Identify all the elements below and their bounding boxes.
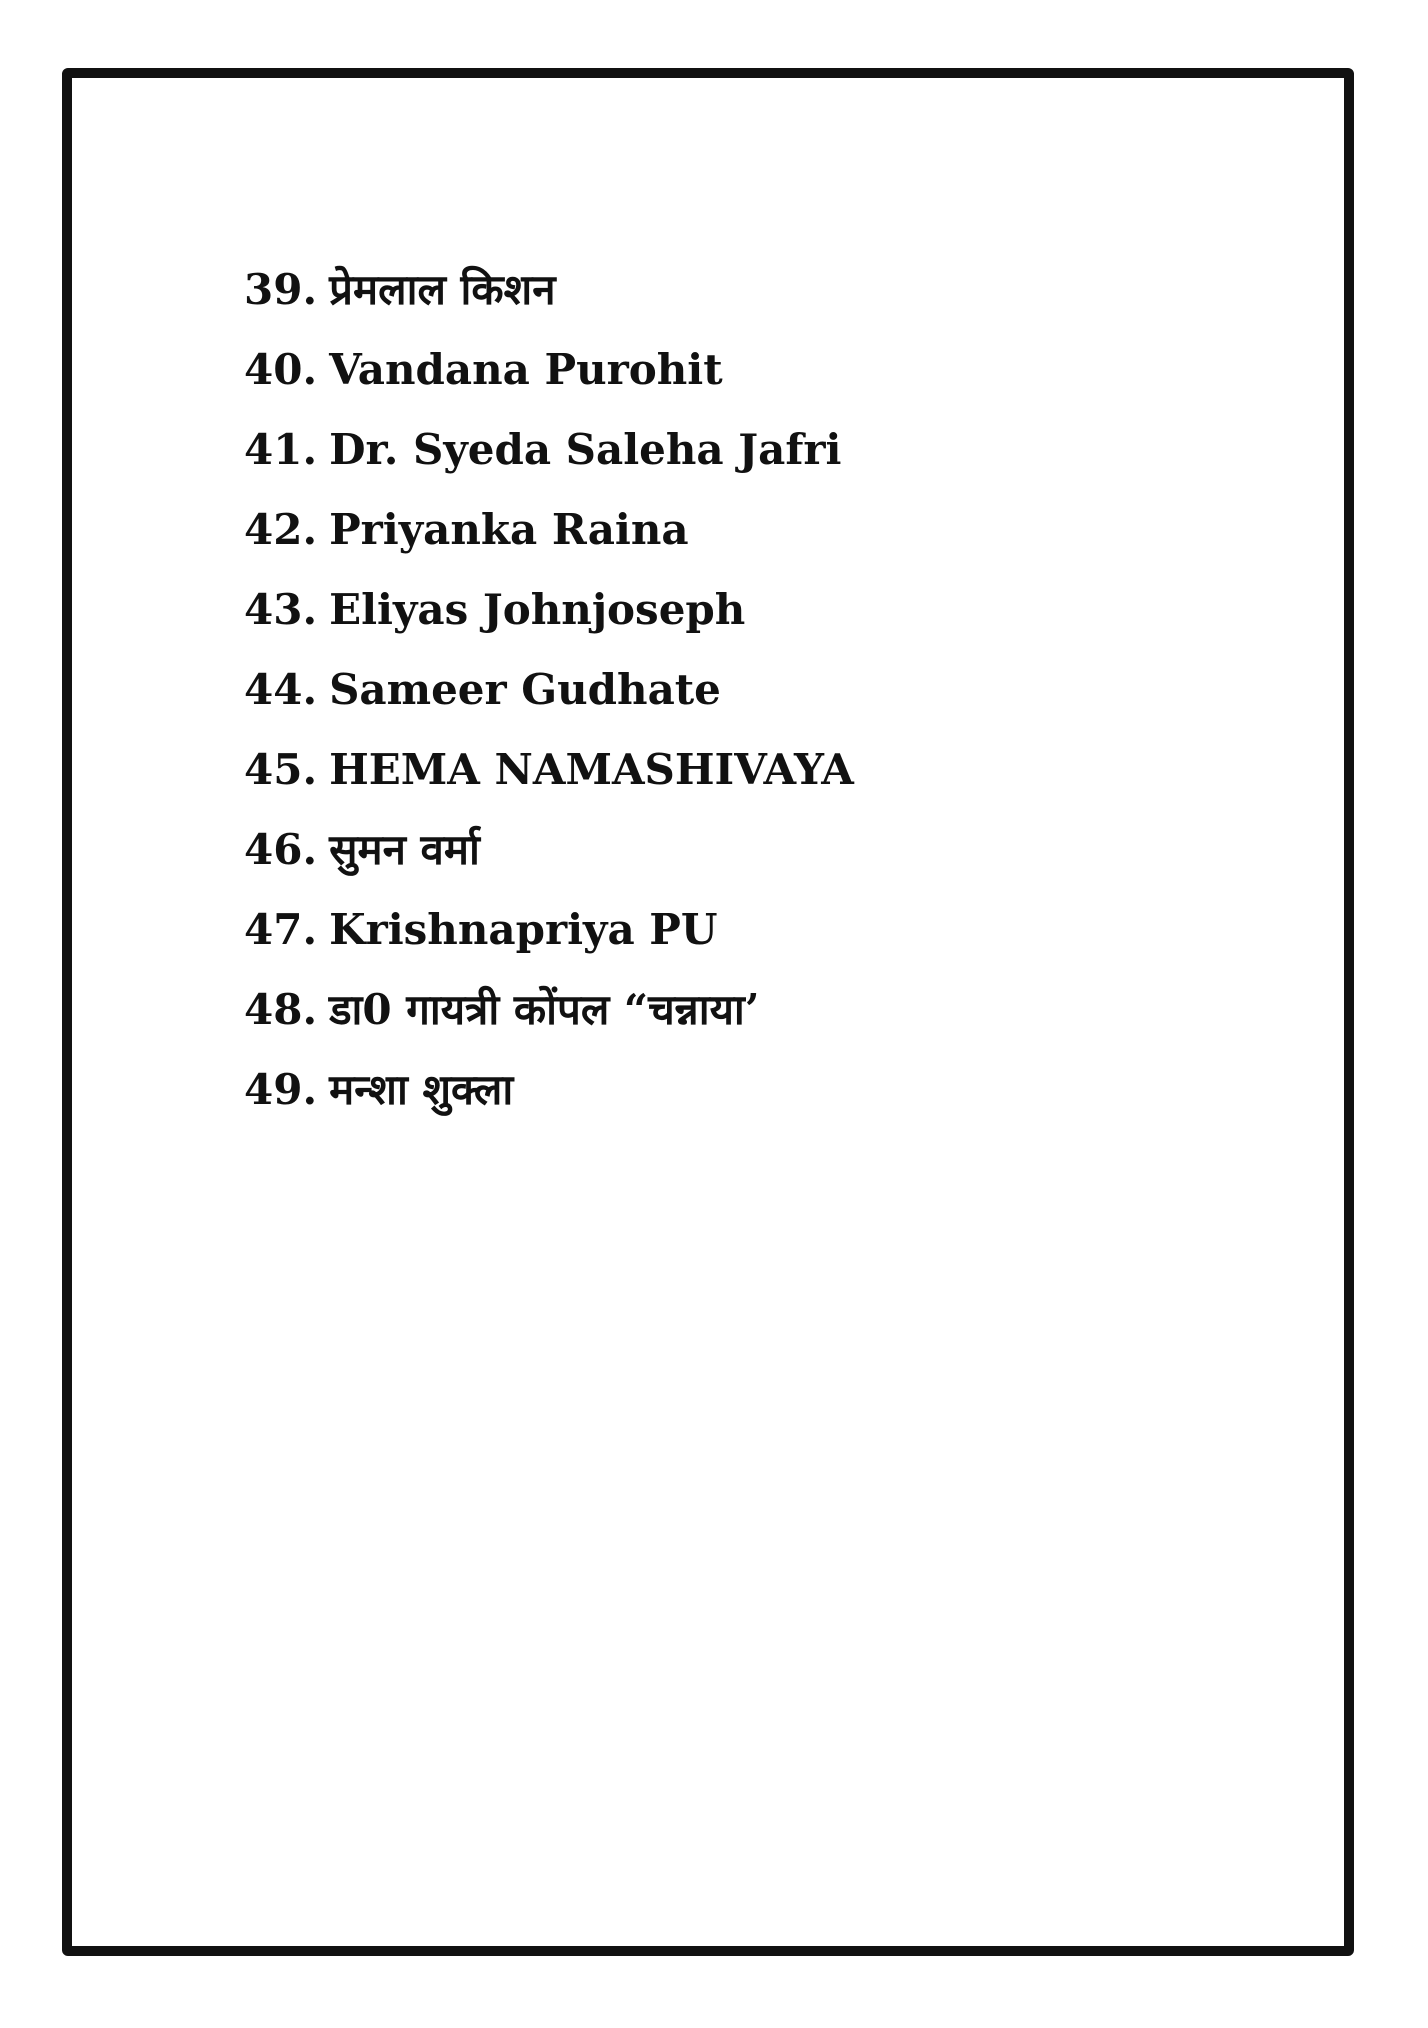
list-item bbox=[244, 650, 854, 730]
list-item bbox=[244, 970, 854, 1050]
item-number: 43. bbox=[244, 585, 318, 634]
item-name: HEMA NAMASHIVAYA bbox=[329, 745, 854, 794]
list-item bbox=[244, 890, 854, 970]
list-item bbox=[244, 410, 854, 490]
item-number: 46. bbox=[244, 825, 318, 874]
item-number: 49. bbox=[244, 1065, 318, 1114]
item-number: 41. bbox=[244, 425, 318, 474]
item-name: डा0 गायत्री कोंपल “चन्नाया’ bbox=[329, 985, 760, 1034]
item-name: Eliyas Johnjoseph bbox=[329, 585, 746, 634]
list-item bbox=[244, 570, 854, 650]
list-item bbox=[244, 250, 854, 330]
page-border-frame bbox=[62, 68, 1354, 1956]
name-list bbox=[244, 250, 854, 1130]
list-item bbox=[244, 490, 854, 570]
item-name: Krishnapriya PU bbox=[329, 905, 718, 954]
item-number: 42. bbox=[244, 505, 318, 554]
item-number: 47. bbox=[244, 905, 318, 954]
item-number: 39. bbox=[244, 265, 318, 314]
item-name: Dr. Syeda Saleha Jafri bbox=[329, 425, 842, 474]
item-name: प्रेमलाल किशन bbox=[329, 265, 556, 314]
item-name: Sameer Gudhate bbox=[329, 665, 721, 714]
item-number: 48. bbox=[244, 985, 318, 1034]
item-name: Priyanka Raina bbox=[329, 505, 689, 554]
item-number: 40. bbox=[244, 345, 318, 394]
list-item bbox=[244, 810, 854, 890]
list-item bbox=[244, 330, 854, 410]
item-name: मन्शा शुक्ला bbox=[329, 1065, 514, 1114]
item-name: Vandana Purohit bbox=[329, 345, 723, 394]
list-item bbox=[244, 730, 854, 810]
list-item bbox=[244, 1050, 854, 1130]
item-number: 44. bbox=[244, 665, 318, 714]
item-number: 45. bbox=[244, 745, 318, 794]
item-name: सुमन वर्मा bbox=[329, 825, 480, 874]
